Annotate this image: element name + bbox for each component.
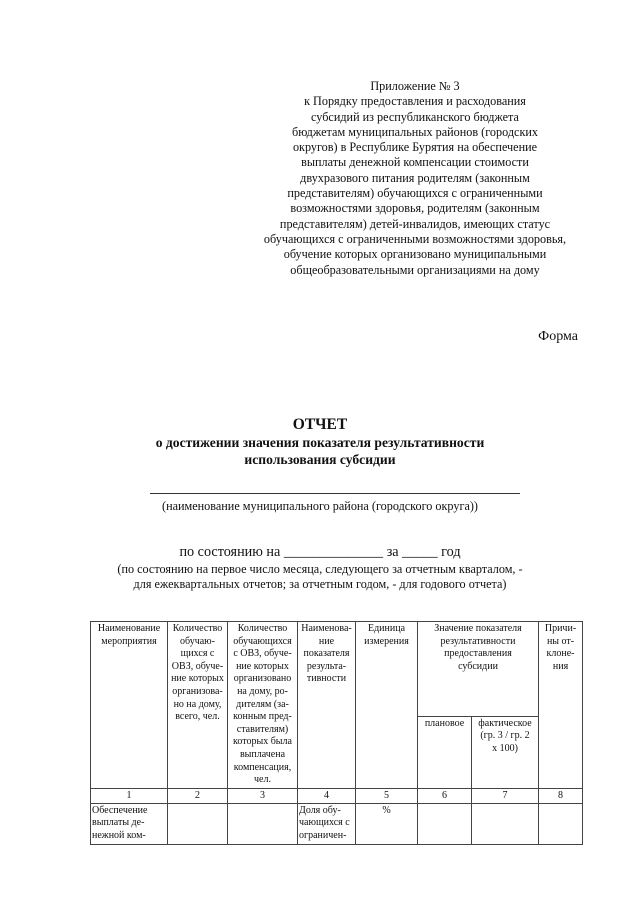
report-table xyxy=(90,621,583,845)
header-students-total: Количество обучаю- щихся с ОВЗ, обуче- ние которых организова- но на дому, всего, чел. xyxy=(168,622,228,789)
column-number: 7 xyxy=(472,788,539,803)
row-deviation-reasons[interactable] xyxy=(539,803,583,844)
header-planned: плановое xyxy=(418,716,472,788)
appendix-line: представителям) детей-инвалидов, имеющих статус xyxy=(279,216,551,231)
row-actual[interactable] xyxy=(472,803,539,844)
as-of-line: по состоянию на ______________ за _____ год xyxy=(179,544,461,560)
row-students-compensated[interactable] xyxy=(228,803,298,844)
column-number: 3 xyxy=(228,788,298,803)
note-line: для ежеквартальных отчетов; за отчетным годом, - для годового отчета) xyxy=(133,577,507,591)
column-number: 6 xyxy=(418,788,472,803)
header-indicator-value: Значение показателя результативности предоставления субсидии xyxy=(418,622,539,717)
appendix-line: двухразового питания родителям (законным xyxy=(300,170,530,185)
table-header-row xyxy=(91,622,583,717)
municipality-caption: (наименование муниципального района (городского округа)) xyxy=(162,499,478,513)
appendix-line: общеобразовательными организациями на дому xyxy=(290,262,540,277)
as-of-note xyxy=(0,562,640,592)
column-number: 4 xyxy=(298,788,356,803)
header-indicator-name: Наименова- ние показателя результа- тивности xyxy=(298,622,356,789)
appendix-line: Приложение № 3 xyxy=(370,79,460,93)
table-number-row xyxy=(91,788,583,803)
header-students-compensated: Количество обучающихся с ОВЗ, обуче- ние которых организовано на дому, ро- дителям (за- конным пред- ставителям) которых была выплачена компенсация, чел. xyxy=(228,622,298,789)
appendix-note xyxy=(240,79,590,278)
column-number: 2 xyxy=(168,788,228,803)
row-unit: % xyxy=(356,803,418,844)
row-planned[interactable] xyxy=(418,803,472,844)
row-students-total[interactable] xyxy=(168,803,228,844)
title-line: ОТЧЕТ xyxy=(292,416,348,433)
appendix-line: возможностями здоровья, родителям (законным xyxy=(290,201,540,216)
title-line: использования субсидии xyxy=(244,452,396,467)
column-number: 5 xyxy=(356,788,418,803)
note-line: (по состоянию на первое число месяца, следующего за отчетным кварталом, - xyxy=(117,562,523,576)
table-row xyxy=(91,803,583,844)
header-actual: фактическое (гр. 3 / гр. 2 x 100) xyxy=(472,716,539,788)
municipality-blank-line[interactable] xyxy=(150,493,520,494)
appendix-line: округов) в Республике Бурятия на обеспечение xyxy=(292,140,538,155)
appendix-line: к Порядку предоставления и расходования xyxy=(304,94,526,109)
report-title xyxy=(0,416,640,468)
appendix-line: выплаты денежной компенсации стоимости xyxy=(301,155,529,170)
appendix-line: обучающихся с ограниченными возможностями здоровья, xyxy=(263,231,567,246)
appendix-line: представителям) обучающихся с ограниченными xyxy=(287,186,543,201)
appendix-line: обучение которых организовано муниципальными xyxy=(283,247,547,262)
appendix-line: субсидий из республиканского бюджета xyxy=(311,109,519,124)
header-unit: Единица измерения xyxy=(356,622,418,789)
header-deviation-reasons: Причи- ны от- клоне- ния xyxy=(539,622,583,789)
appendix-line: бюджетам муниципальных районов (городских xyxy=(292,124,538,139)
header-activity: Наименование мероприятия xyxy=(91,622,168,789)
row-indicator-name: Доля обу- чающихся с ограничен- xyxy=(298,803,356,844)
title-line: о достижении значения показателя результативности xyxy=(155,435,485,450)
form-label: Форма xyxy=(538,329,578,344)
column-number: 1 xyxy=(91,788,168,803)
row-activity: Обеспечение выплаты де- нежной ком- xyxy=(91,803,168,844)
column-number: 8 xyxy=(539,788,583,803)
